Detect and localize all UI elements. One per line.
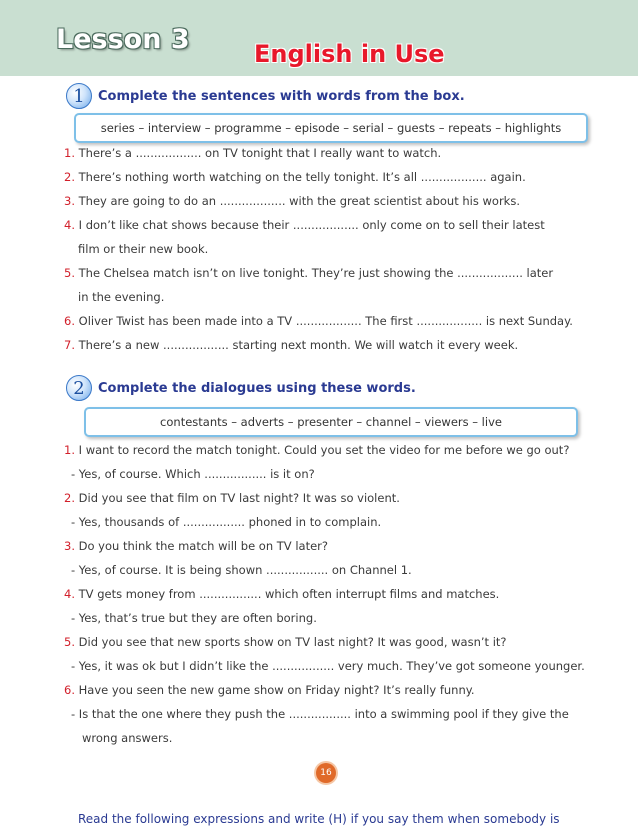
page-number: 16 [316, 763, 336, 783]
task2-answer-4: - Yes, that’s true but they are often boring. [71, 611, 317, 625]
task1-line-4: 4. I don’t like chat shows because their .................. only come on to sell their latest [64, 218, 545, 232]
task2-answer-1: - Yes, of course. Which ................. is it on? [71, 467, 315, 481]
task1-number-badge: 1 [66, 83, 92, 109]
task2-answer-5: - Yes, it was ok but I didn’t like the ................. very much. They’ve got someone younger. [71, 659, 585, 673]
task2-answer-6: - Is that the one where they push the ................. into a swimming pool if they give the [71, 707, 569, 721]
task1-instruction: Complete the sentences with words from the box. [98, 88, 465, 104]
task2-answer-6-cont: wrong answers. [82, 731, 173, 745]
page-title: English in Use [254, 40, 445, 68]
task1-line-1: 1. There’s a .................. on TV tonight that I really want to watch. [64, 146, 442, 160]
task1-line-5: 5. The Chelsea match isn’t on live tonight. They’re just showing the .................. later [64, 266, 554, 280]
task2-answer-3: - Yes, of course. It is being shown ................. on Channel 1. [71, 563, 412, 577]
task1-line-3: 3. They are going to do an .................. with the great scientist about his works. [64, 194, 520, 208]
task1-line-6: 6. Oliver Twist has been made into a TV .................. The first .................. is next Sunday. [64, 314, 573, 328]
task1-line-7: 7. There’s a new .................. starting next month. We will watch it every week. [64, 338, 519, 352]
next-task-cut-text: Read the following expressions and write (H) if you say them when somebody is [78, 812, 560, 826]
lesson-label: Lesson 3 [56, 24, 190, 55]
task2-line-1: 1. I want to record the match tonight. Could you set the video for me before we go out? [64, 443, 570, 457]
task2-answer-2: - Yes, thousands of ................. phoned in to complain. [71, 515, 382, 529]
task1-line-5-cont: in the evening. [78, 290, 165, 304]
task2-line-3: 3. Do you think the match will be on TV later? [64, 539, 328, 553]
task1-line-4-cont: film or their new book. [78, 242, 209, 256]
task2-instruction: Complete the dialogues using these words. [98, 380, 416, 396]
task1-heading [66, 81, 465, 111]
task2-word-box: contestants – adverts – presenter – channel – viewers – live [84, 407, 578, 437]
task1-line-2: 2. There’s nothing worth watching on the telly tonight. It’s all .................. again. [64, 170, 526, 184]
task2-line-2: 2. Did you see that film on TV last night? It was so violent. [64, 491, 400, 505]
task2-line-4: 4. TV gets money from ................. which often interrupt films and matches. [64, 587, 500, 601]
task2-number-badge: 2 [66, 375, 92, 401]
task2-line-6: 6. Have you seen the new game show on Friday night? It’s really funny. [64, 683, 475, 697]
task1-word-box: series – interview – programme – episode – serial – guests – repeats – highlights [74, 113, 588, 143]
task2-heading [66, 373, 416, 403]
task2-line-5: 5. Did you see that new sports show on TV last night? It was good, wasn’t it? [64, 635, 507, 649]
